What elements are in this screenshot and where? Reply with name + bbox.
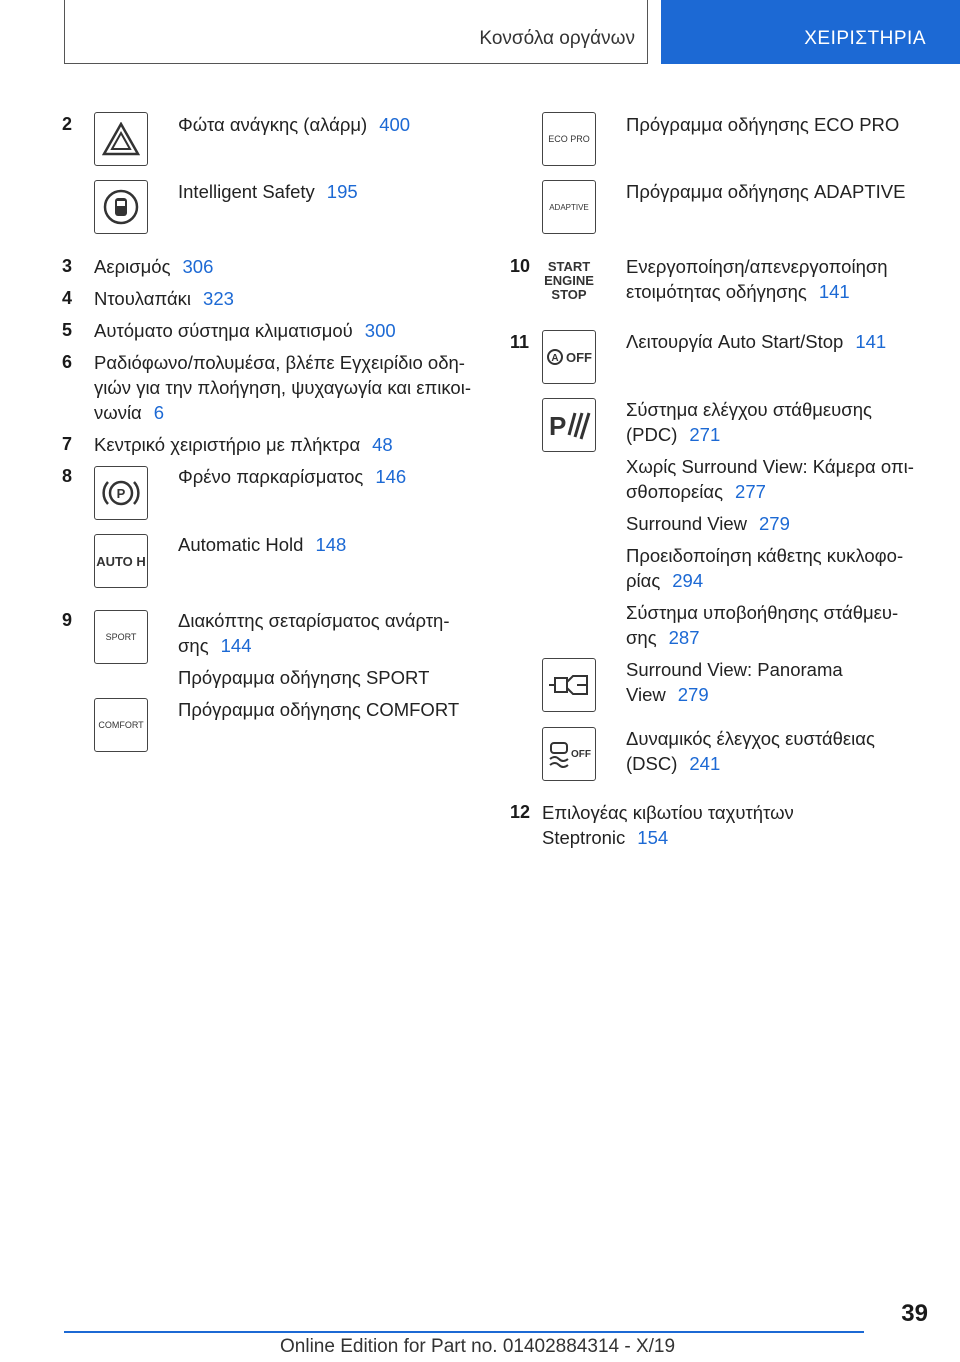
list-item-text: Intelligent Safety 195 bbox=[178, 181, 358, 202]
footer-divider bbox=[64, 1331, 864, 1333]
list-item-text: Φρένο παρκαρίσματος 146 bbox=[178, 466, 407, 487]
page-ref-link[interactable]: 195 bbox=[326, 181, 358, 202]
list-item-text: Surround View: Panorama View 279 bbox=[626, 659, 843, 705]
auto-hold-icon: AUTO H bbox=[94, 534, 148, 588]
list-item-text: Automatic Hold 148 bbox=[178, 534, 347, 555]
svg-text:P: P bbox=[549, 411, 567, 441]
item-number: 4 bbox=[62, 288, 73, 308]
sport-mode-icon: SPORT bbox=[94, 610, 148, 664]
svg-text:P: P bbox=[116, 486, 126, 501]
hazard-warning-icon bbox=[94, 112, 148, 166]
page-ref-link[interactable]: 279 bbox=[759, 513, 790, 534]
page-ref-link[interactable]: 277 bbox=[735, 481, 766, 502]
page-ref-link[interactable]: 323 bbox=[203, 288, 234, 309]
item-number: 9 bbox=[62, 610, 73, 630]
svg-text:A: A bbox=[551, 353, 559, 364]
chapter-title: ΧΕΙΡΙΣΤΗΡΙΑ bbox=[804, 28, 926, 49]
page-ref-link[interactable]: 146 bbox=[375, 466, 407, 487]
item-number: 11 bbox=[510, 332, 530, 352]
page-number: 39 bbox=[901, 1300, 928, 1327]
start-stop-button-icon: START ENGINE STOP bbox=[542, 254, 596, 308]
panorama-view-icon bbox=[542, 658, 596, 712]
list-item-text: Κεντρικό χειριστήριο με πλήκτρα 48 bbox=[94, 434, 393, 455]
item-number: 12 bbox=[510, 802, 531, 822]
page-ref-link[interactable]: 294 bbox=[672, 570, 704, 591]
item-number: 5 bbox=[62, 320, 73, 340]
item-number: 3 bbox=[62, 256, 73, 276]
parking-brake-icon bbox=[94, 466, 148, 520]
list-item-text: Ενεργοποίηση/απενεργοποίηση ετοιμότητας οδήγησης 141 bbox=[626, 256, 888, 302]
page-ref-link[interactable]: 141 bbox=[818, 281, 850, 302]
page-ref-link[interactable]: 287 bbox=[668, 627, 700, 648]
page-ref-link[interactable]: 144 bbox=[220, 635, 252, 656]
page-ref-link[interactable]: 271 bbox=[689, 424, 721, 445]
eco-pro-icon: ECO PRO bbox=[542, 112, 596, 166]
item-number: 8 bbox=[62, 466, 73, 486]
dsc-off-icon: OFF bbox=[542, 727, 596, 781]
item-number: 10 bbox=[510, 256, 531, 276]
item-number: 6 bbox=[62, 352, 73, 372]
section-title: Κονσόλα οργάνων bbox=[479, 28, 635, 49]
list-item-text: Αυτόματο σύστημα κλιματισμού 300 bbox=[94, 320, 396, 341]
list-item-text: Πρόγραμμα οδήγησης ADAPTIVE bbox=[626, 181, 906, 202]
list-item-text: Επιλογέας κιβωτίου ταχυτήτων Steptronic 154 bbox=[542, 802, 794, 848]
page-ref-link[interactable]: 279 bbox=[677, 684, 709, 705]
intelligent-safety-icon bbox=[94, 180, 148, 234]
page-ref-link[interactable]: 6 bbox=[153, 402, 165, 423]
adaptive-mode-icon: ADAPTIVE bbox=[542, 180, 596, 234]
list-item-text: Πρόγραμμα οδήγησης COMFORT bbox=[178, 699, 460, 720]
page-ref-link[interactable]: 300 bbox=[364, 320, 396, 341]
list-item-text: Ντουλαπάκι 323 bbox=[94, 288, 234, 309]
auto-start-stop-icon: A OFF bbox=[542, 330, 596, 384]
page-ref-link[interactable]: 48 bbox=[372, 434, 393, 455]
list-item-text: Λειτουργία Auto Start/Stop 141 bbox=[626, 331, 887, 352]
page-ref-link[interactable]: 306 bbox=[182, 256, 214, 277]
list-item-text: Δυναμικός έλεγχος ευστάθειας (DSC) 241 bbox=[626, 728, 875, 774]
page-ref-link[interactable]: 148 bbox=[315, 534, 347, 555]
page-ref-link[interactable]: 400 bbox=[379, 114, 411, 135]
list-item-text: Ραδιόφωνο/πολυμέσα, βλέπε Εγχειρίδιο οδη‐ γιών για την πλοήγηση, ψυχαγωγία και επικοι‐ νωνία 6 bbox=[94, 352, 471, 423]
footer-edition: Online Edition for Part no. 01402884314 - X/19 bbox=[280, 1336, 676, 1357]
item-number: 2 bbox=[62, 114, 73, 134]
page-ref-link[interactable]: 141 bbox=[855, 331, 887, 352]
list-item-text: Διακόπτης σεταρίσματος ανάρτη‐ σης 144 Πρόγραμμα οδήγησης SPORT bbox=[178, 610, 450, 688]
list-item-text: Φώτα ανάγκης (αλάρμ) 400 bbox=[178, 114, 411, 135]
list-item-text: Αερισμός 306 bbox=[94, 256, 214, 277]
page-ref-link[interactable]: 154 bbox=[637, 827, 669, 848]
comfort-mode-icon: COMFORT bbox=[94, 698, 148, 752]
header-section-box bbox=[64, 0, 648, 64]
item-number: 7 bbox=[62, 434, 73, 454]
list-item-text: Σύστημα ελέγχου στάθμευσης (PDC) 271 Χωρίς Surround View: Κάμερα οπι‐ σθοπορείας 277 Surround View 279 Προειδοποίηση κάθετης κυκλοφο‐ ρίας 294 Σύστημα υποβοήθησης στάθμευ‐ σης 287 bbox=[626, 399, 914, 648]
list-item-text: Πρόγραμμα οδήγησης ECO PRO bbox=[626, 114, 900, 135]
header-chapter-tab[interactable] bbox=[661, 0, 960, 64]
park-distance-control-icon bbox=[542, 398, 596, 452]
page-ref-link[interactable]: 241 bbox=[689, 753, 721, 774]
